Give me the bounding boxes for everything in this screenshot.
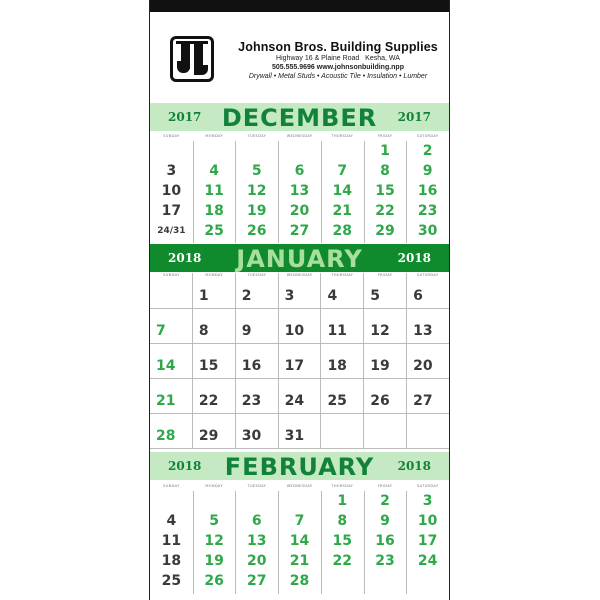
day-cell[interactable] [364, 309, 407, 344]
day-number: 5 [370, 288, 381, 304]
calendar-sheet [149, 0, 450, 600]
day-number: 23 [375, 553, 395, 569]
day-cell[interactable] [235, 201, 278, 221]
company-city: Kesha, WA [365, 55, 400, 62]
day-cell[interactable] [278, 201, 321, 221]
week-row [150, 511, 449, 531]
day-cell[interactable] [321, 379, 364, 414]
weekday-label: MONDAY [205, 134, 223, 138]
weekday-label: SATURDAY [417, 134, 439, 138]
day-cell[interactable] [193, 414, 236, 449]
day-cell[interactable] [278, 571, 321, 591]
month-banner-january [150, 244, 449, 272]
day-number: 6 [251, 513, 262, 529]
day-cell[interactable] [278, 531, 321, 551]
day-cell[interactable] [406, 511, 449, 531]
day-number: 28 [156, 428, 176, 444]
day-cell[interactable] [364, 414, 407, 449]
day-number: 20 [289, 203, 310, 219]
week-row [150, 379, 449, 414]
day-cell[interactable] [235, 491, 278, 511]
day-cell[interactable] [150, 181, 193, 201]
day-cell[interactable] [150, 511, 193, 531]
weekday-label: SATURDAY [417, 273, 439, 277]
day-number: 17 [417, 533, 438, 549]
day-cell[interactable] [407, 379, 449, 414]
month-grid-january [150, 273, 449, 451]
week-row [150, 221, 449, 241]
day-number: 24/31 [157, 226, 186, 236]
day-cell[interactable] [279, 273, 322, 309]
day-cell[interactable] [278, 551, 321, 571]
day-number: 28 [332, 223, 352, 239]
day-cell[interactable] [406, 201, 449, 221]
day-cell[interactable] [235, 511, 278, 531]
day-cell[interactable] [364, 344, 407, 379]
day-cell[interactable] [279, 379, 322, 414]
day-number: 10 [161, 183, 182, 199]
weekday-label: TUESDAY [247, 134, 267, 138]
day-number: 1 [337, 493, 348, 509]
day-number: 13 [413, 323, 433, 339]
weekday-label: SUNDAY [163, 134, 180, 138]
weekday-label: TUESDAY [247, 484, 267, 488]
day-cell[interactable] [236, 414, 279, 449]
month-grid-february [150, 491, 449, 594]
month-name: JANUARY [236, 245, 363, 273]
week-row [150, 201, 449, 221]
day-number: 4 [327, 288, 338, 304]
day-cell[interactable] [364, 181, 407, 201]
day-number: 22 [332, 553, 352, 569]
weekday-label: WEDNESDAY [286, 134, 313, 138]
day-number: 1 [198, 288, 209, 304]
weekday-label: THURSDAY [331, 273, 354, 277]
day-cell[interactable] [321, 551, 364, 571]
day-number: 18 [161, 553, 182, 569]
day-number: 8 [198, 323, 209, 339]
day-number: 14 [332, 183, 352, 199]
day-cell[interactable] [150, 344, 193, 379]
day-number: 27 [247, 573, 267, 589]
day-number: 11 [204, 183, 224, 199]
day-number: 7 [294, 513, 305, 529]
weekday-label: WEDNESDAY [286, 273, 313, 277]
day-cell[interactable] [235, 161, 278, 181]
day-cell[interactable] [278, 511, 321, 531]
day-cell[interactable] [321, 201, 364, 221]
day-cell[interactable] [193, 309, 236, 344]
day-number: 18 [327, 358, 347, 374]
day-number: 31 [284, 428, 305, 444]
day-cell[interactable] [193, 531, 236, 551]
day-cell[interactable] [407, 344, 449, 379]
day-cell[interactable] [321, 221, 364, 241]
month-banner-december [150, 103, 449, 131]
weekday-label: SUNDAY [163, 484, 180, 488]
week-row [150, 571, 449, 591]
day-number: 26 [247, 223, 267, 239]
day-number: 19 [204, 553, 224, 569]
day-number: 27 [413, 393, 433, 409]
week-row [150, 491, 449, 511]
day-number: 26 [370, 393, 390, 409]
day-number: 15 [198, 358, 219, 374]
day-number: 14 [156, 358, 176, 374]
day-cell[interactable] [236, 379, 279, 414]
month-name: FEBRUARY [224, 453, 375, 481]
company-address: Highway 16 & Plaine Road [276, 55, 360, 62]
day-cell[interactable] [235, 571, 278, 591]
week-row [150, 551, 449, 571]
day-number: 25 [204, 223, 224, 239]
day-cell[interactable] [321, 141, 364, 161]
day-number: 20 [247, 553, 267, 569]
day-cell[interactable] [150, 201, 193, 221]
day-cell[interactable] [278, 141, 321, 161]
day-number: 30 [241, 428, 262, 444]
day-cell[interactable] [278, 491, 321, 511]
weekday-label: SATURDAY [417, 484, 439, 488]
weekday-label: THURSDAY [331, 134, 354, 138]
day-cell[interactable] [364, 273, 407, 309]
week-row [150, 181, 449, 201]
week-row [150, 141, 449, 161]
day-number: 13 [247, 533, 267, 549]
week-row [150, 531, 449, 551]
company-info [228, 40, 448, 81]
day-cell[interactable] [279, 414, 322, 449]
day-cell[interactable] [193, 221, 236, 241]
day-cell[interactable] [321, 511, 364, 531]
day-cell[interactable] [193, 181, 236, 201]
weekday-label: FRIDAY [377, 134, 393, 138]
weekday-header [150, 481, 449, 491]
day-cell[interactable] [321, 344, 364, 379]
day-cell[interactable] [321, 181, 364, 201]
company-name: Johnson Bros. Building Supplies [238, 40, 438, 54]
day-number: 5 [251, 163, 262, 179]
day-number: 19 [370, 358, 390, 374]
day-number: 8 [380, 163, 390, 179]
year-right: 2018 [397, 459, 431, 473]
day-number: 29 [198, 428, 219, 444]
day-cell[interactable] [321, 571, 364, 591]
day-cell[interactable] [364, 491, 407, 511]
day-number: 28 [289, 573, 310, 589]
day-cell[interactable] [321, 414, 364, 449]
day-cell[interactable] [235, 221, 278, 241]
day-number: 16 [375, 533, 395, 549]
year-left: 2017 [168, 110, 202, 124]
day-number: 8 [337, 513, 348, 529]
day-number: 25 [327, 393, 347, 409]
day-number: 16 [417, 183, 438, 199]
day-cell[interactable] [364, 571, 407, 591]
day-number: 23 [417, 203, 438, 219]
day-cell[interactable] [235, 531, 278, 551]
day-number: 10 [417, 513, 438, 529]
day-cell[interactable] [235, 551, 278, 571]
day-cell[interactable] [150, 414, 193, 449]
day-number: 22 [198, 393, 219, 409]
day-number: 11 [327, 323, 347, 339]
day-cell[interactable] [406, 221, 449, 241]
day-cell[interactable] [406, 531, 449, 551]
day-cell[interactable] [150, 491, 193, 511]
weekday-label: SUNDAY [163, 273, 180, 277]
day-number: 10 [284, 323, 305, 339]
day-number: 30 [417, 223, 438, 239]
year-right: 2017 [397, 110, 431, 124]
day-number: 21 [332, 203, 352, 219]
day-cell[interactable] [193, 571, 236, 591]
weekday-header [150, 131, 449, 141]
week-row [150, 309, 449, 344]
day-number: 23 [241, 393, 262, 409]
day-number: 3 [284, 288, 295, 304]
day-cell[interactable] [150, 141, 193, 161]
day-number: 19 [247, 203, 267, 219]
day-number: 5 [209, 513, 219, 529]
day-cell[interactable] [321, 491, 364, 511]
day-cell[interactable] [193, 201, 236, 221]
day-number: 21 [156, 393, 176, 409]
day-cell[interactable] [150, 571, 193, 591]
day-number: 12 [204, 533, 224, 549]
year-left: 2018 [168, 459, 202, 473]
company-contact: 505.555.9696 www.johnsonbuilding.npp [272, 64, 404, 71]
top-hanger-bar [150, 0, 449, 12]
year-left: 2018 [168, 251, 202, 265]
day-cell[interactable] [406, 551, 449, 571]
day-number: 24 [284, 393, 305, 409]
weekday-label: FRIDAY [377, 273, 393, 277]
day-cell[interactable] [406, 161, 449, 181]
day-number: 6 [294, 163, 305, 179]
day-cell[interactable] [150, 221, 193, 241]
day-number: 17 [161, 203, 182, 219]
day-number: 4 [209, 163, 219, 179]
day-number: 4 [166, 513, 177, 529]
day-cell[interactable] [150, 161, 193, 181]
year-right: 2018 [397, 251, 431, 265]
day-cell[interactable] [278, 181, 321, 201]
weekday-label: THURSDAY [331, 484, 354, 488]
day-cell[interactable] [193, 379, 236, 414]
day-cell[interactable] [193, 511, 236, 531]
day-cell[interactable] [321, 273, 364, 309]
day-number: 26 [204, 573, 224, 589]
day-cell[interactable] [150, 273, 193, 309]
day-cell[interactable] [406, 181, 449, 201]
day-number: 3 [422, 493, 433, 509]
day-cell[interactable] [364, 161, 407, 181]
day-cell[interactable] [406, 491, 449, 511]
day-cell[interactable] [321, 161, 364, 181]
day-number: 2 [380, 493, 390, 509]
week-row [150, 161, 449, 181]
day-cell[interactable] [193, 491, 236, 511]
month-grid-december [150, 141, 449, 243]
month-banner-february [150, 452, 449, 480]
day-cell[interactable] [407, 414, 449, 449]
day-cell[interactable] [193, 273, 236, 309]
day-number: 21 [289, 553, 310, 569]
day-cell[interactable] [364, 379, 407, 414]
day-cell[interactable] [364, 511, 407, 531]
day-number: 13 [289, 183, 310, 199]
weekday-label: MONDAY [205, 484, 223, 488]
day-number: 15 [332, 533, 352, 549]
day-number: 14 [289, 533, 310, 549]
day-cell[interactable] [150, 309, 193, 344]
day-number: 11 [161, 533, 182, 549]
day-cell[interactable] [235, 181, 278, 201]
day-number: 2 [241, 288, 252, 304]
day-cell[interactable] [193, 551, 236, 571]
day-number: 3 [166, 163, 177, 179]
day-cell[interactable] [321, 309, 364, 344]
day-number: 12 [247, 183, 267, 199]
day-cell[interactable] [193, 161, 236, 181]
day-cell[interactable] [407, 273, 449, 309]
day-number: 9 [422, 163, 433, 179]
day-cell[interactable] [278, 221, 321, 241]
day-cell[interactable] [236, 273, 279, 309]
day-number: 15 [375, 183, 395, 199]
day-cell[interactable] [321, 531, 364, 551]
day-number: 25 [161, 573, 182, 589]
day-number: 9 [241, 323, 252, 339]
weekday-label: FRIDAY [377, 484, 393, 488]
week-row [150, 344, 449, 379]
day-cell[interactable] [364, 551, 407, 571]
day-cell[interactable] [406, 571, 449, 591]
week-row [150, 414, 449, 449]
weekday-label: WEDNESDAY [286, 484, 313, 488]
day-number: 7 [337, 163, 348, 179]
day-cell[interactable] [150, 551, 193, 571]
day-number: 7 [156, 323, 166, 339]
company-products: Drywall • Metal Studs • Acoustic Tile • Insulation • Lumber [248, 73, 428, 80]
day-number: 18 [204, 203, 224, 219]
week-row [150, 273, 449, 309]
day-cell[interactable] [279, 309, 322, 344]
company-logo [170, 36, 214, 82]
day-number: 9 [380, 513, 390, 529]
day-cell[interactable] [278, 161, 321, 181]
day-cell[interactable] [150, 531, 193, 551]
day-cell[interactable] [236, 309, 279, 344]
day-cell[interactable] [364, 221, 407, 241]
day-number: 27 [289, 223, 310, 239]
day-number: 12 [370, 323, 390, 339]
day-cell[interactable] [235, 141, 278, 161]
day-cell[interactable] [364, 141, 407, 161]
month-name: DECEMBER [221, 104, 378, 132]
day-number: 29 [375, 223, 395, 239]
day-number: 22 [375, 203, 395, 219]
day-cell[interactable] [279, 344, 322, 379]
day-number: 20 [413, 358, 433, 374]
day-number: 17 [284, 358, 305, 374]
day-cell[interactable] [406, 141, 449, 161]
day-number: 24 [417, 553, 438, 569]
day-number: 6 [413, 288, 423, 304]
day-cell[interactable] [193, 141, 236, 161]
day-cell[interactable] [364, 531, 407, 551]
day-cell[interactable] [150, 379, 193, 414]
weekday-label: MONDAY [205, 273, 223, 277]
weekday-label: TUESDAY [247, 273, 267, 277]
day-number: 16 [241, 358, 262, 374]
day-cell[interactable] [364, 201, 407, 221]
day-number: 1 [380, 143, 390, 159]
day-cell[interactable] [407, 309, 449, 344]
day-number: 2 [422, 143, 433, 159]
day-cell[interactable] [236, 344, 279, 379]
day-cell[interactable] [193, 344, 236, 379]
